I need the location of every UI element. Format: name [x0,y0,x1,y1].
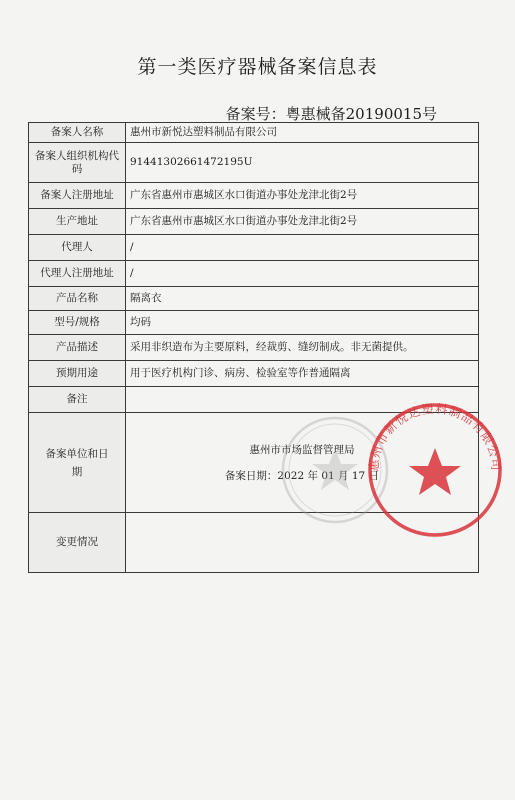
filing-unit: 惠州市市场监督管理局 [249,443,355,456]
table-row [29,413,479,513]
row-value [126,387,479,413]
table-row [29,209,479,235]
row-value: 惠州市新悦达塑料制品有限公司 [126,123,479,143]
table-row [29,287,479,311]
filing-cell [126,413,479,513]
table-row [29,361,479,387]
row-label: 备案人注册地址 [29,183,126,209]
row-label: 预期用途 [29,361,126,387]
table-row [29,183,479,209]
table-row [29,513,479,573]
change-label: 变更情况 [29,513,126,573]
row-value: 91441302661472195U [126,143,479,183]
row-label: 生产地址 [29,209,126,235]
table-row [29,311,479,335]
row-label: 备案人名称 [29,123,126,143]
record-table [28,122,479,573]
table-row [29,335,479,361]
table-row [29,143,479,183]
row-value: / [126,235,479,261]
table-row [29,387,479,413]
row-label: 代理人 [29,235,126,261]
filing-block [130,437,474,489]
filing-date: 备案日期：2022 年 01 月 17 日 [224,469,380,482]
row-value: 均码 [126,311,479,335]
row-label: 产品描述 [29,335,126,361]
row-value: 隔离衣 [126,287,479,311]
row-value: / [126,261,479,287]
table-row [29,123,479,143]
record-number: 备案号：粤惠械备20190015号 [225,105,437,123]
table-row [29,261,479,287]
row-value: 用于医疗机构门诊、病房、检验室等作普通隔离 [126,361,479,387]
row-value: 采用非织造布为主要原料，经裁剪、缝纫制成。非无菌提供。 [126,335,479,361]
row-label: 型号/规格 [29,311,126,335]
row-value: 广东省惠州市惠城区水口街道办事处龙津北街2号 [126,183,479,209]
page-title: 第一类医疗器械备案信息表 [137,56,378,78]
table-row [29,235,479,261]
change-value [126,513,479,573]
row-value: 广东省惠州市惠城区水口街道办事处龙津北街2号 [126,209,479,235]
row-label: 备案人组织机构代码 [29,143,126,183]
row-label: 备注 [29,387,126,413]
filing-label: 备案单位和日期 [29,413,126,513]
row-label: 产品名称 [29,287,126,311]
row-label: 代理人注册地址 [29,261,126,287]
seal-text: 惠州市新悦达塑料制品有限公司 [366,401,504,473]
